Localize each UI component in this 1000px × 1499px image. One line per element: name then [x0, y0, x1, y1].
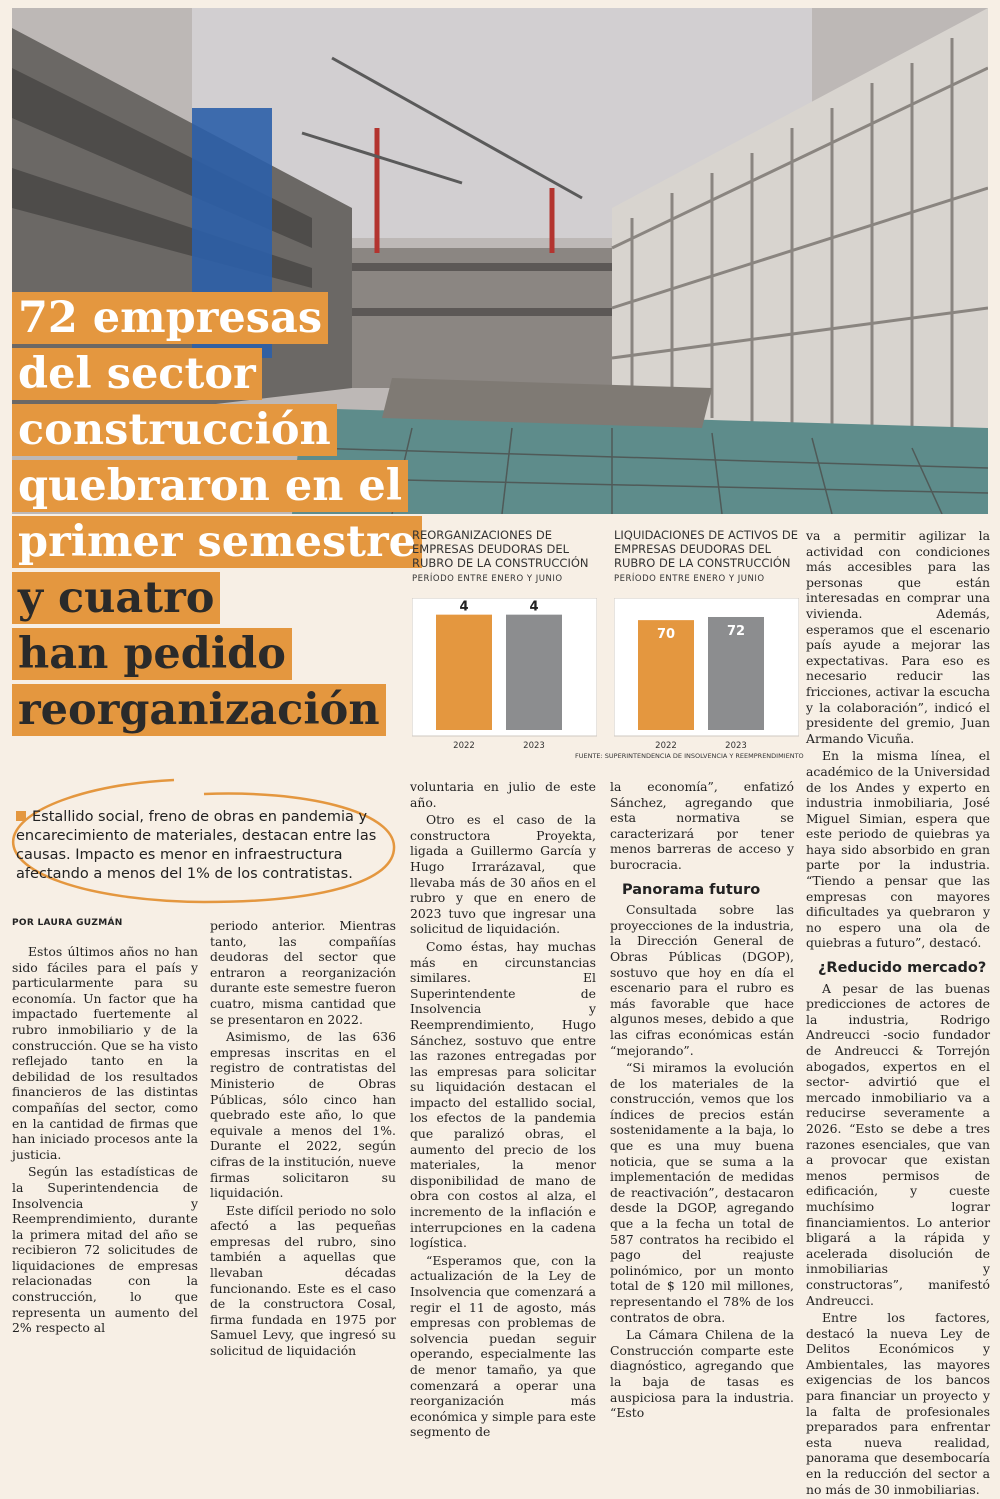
paragraph: voluntaria en julio de este año. — [410, 779, 596, 810]
headline-line: y cuatro — [12, 572, 220, 624]
paragraph: Otro es el caso de la constructora Proyekta, ligada a Guillermo García y Hugo Irrarázaval, que llevaba más de 30 años en el rubro y que en enero de 2023 tuvo que ingresar una solicitud de liquidación. — [410, 812, 596, 937]
paragraph: Como éstas, hay muchas más en circunstancias similares. El Superintendente de Insolvencia y Reemprendimiento, Hugo Sánchez, sostuvo que entre las razones entregadas por las empresas para solicitar su liquidación destacan el impacto del estallido social, los efectos de la pandemia que paralizó obras, el aumento del precio de los materiales, la menor disponibilidad de mano de obra con costos al alza, el incremento de la inflación e interrupciones en la cadena logística. — [410, 938, 596, 1251]
category-label: 2023 — [523, 741, 545, 751]
paragraph: Asimismo, de las 636 empresas inscritas en el registro de contratistas del Ministerio de Obras Públicas, sólo cinco han quebrado este año, lo que equivale a menos del 1%. Durante el 2022, según cifras de la institución, nueve firmas solicitaron su liquidación. — [210, 1029, 396, 1201]
bar-value-label: 4 — [459, 599, 469, 615]
chart-liquidaciones — [614, 528, 799, 753]
column-4 — [610, 779, 794, 1423]
column-1 — [12, 944, 198, 1338]
chart-plot — [412, 598, 597, 753]
headline-line: del sector — [12, 348, 262, 400]
headline-line: 72 empresas — [12, 292, 328, 344]
headline-line: reorganización — [12, 684, 386, 736]
bar-value-label: 72 — [726, 623, 746, 639]
paragraph: “Esperamos que, con la actualización de la Ley de Insolvencia que comenzará a regir el 11 de agosto, más empresas con problemas de solvencia puedan seguir operando, especialmente las de menor tamaño, ya que comenzará a operar una reorganización más económica y simple para este segmento de — [410, 1252, 596, 1440]
paragraph: Estos últimos años no han sido fáciles para el país y particularmente para su economía. Un factor que ha impactado fuertemente al rubro inmobiliario y de la construcción. Que se ha visto reflejado tanto en la debilidad de los resultados financieros de las distintas compañías del sector, como en la cantidad de firmas que han iniciado procesos ante la justicia. — [12, 944, 198, 1162]
column-2 — [210, 918, 396, 1361]
paragraph: Consultada sobre las proyecciones de la industria, la Dirección General de Obras Públicas (DGOP), sostuvo que hoy en día el escenario para el rubro es más favorable que hace algunos meses, debido a que las cifras económicas están “mejorando”. — [610, 902, 794, 1058]
paragraph: Entre los factores, destacó la nueva Ley de Delitos Económicos y Ambientales, las mayores exigencias de los bancos para financiar un proyecto y la falta de profesionales preparados para enfrentar esta nueva realidad, panorama que desembocaría en la reducción del sector a no más de 30 inmobiliarias. — [806, 1310, 990, 1497]
chart-reorganizaciones — [412, 528, 597, 753]
paragraph: va a permitir agilizar la actividad con condiciones más accesibles para las personas que están interesadas en comprar una vivienda. Además, esperamos que el escenario país ayude a mejorar las expectativas. Para eso es necesario reducir las fricciones, activar la escucha y la colaboración”, indicó el presidente del gremio, Juan Armando Vicuña. — [806, 528, 990, 746]
paragraph: la economía”, enfatizó Sánchez, agregando que esta normativa se caracterizará por tener menos barreras de acceso y burocracia. — [610, 779, 794, 872]
section-heading: ¿Reducido mercado? — [818, 960, 987, 977]
bar-2022 — [436, 615, 492, 730]
bar-value-label: 70 — [656, 627, 676, 643]
lede — [16, 808, 384, 884]
category-label: 2023 — [725, 741, 747, 751]
headline-line: han pedido — [12, 628, 292, 680]
headline-line: quebraron en el — [12, 460, 408, 512]
chart-subtitle: PERÍODO ENTRE ENERO Y JUNIO — [614, 574, 765, 584]
chart-plot — [614, 598, 799, 753]
category-label: 2022 — [655, 741, 677, 751]
section-heading: Panorama futuro — [622, 881, 761, 898]
chart-title: REORGANIZACIONES DE EMPRESAS DEUDORAS DEL RUBRO DE LA CONSTRUCCIÓN — [412, 528, 589, 570]
headline-line: primer semestre — [12, 516, 422, 568]
chart-source: FUENTE: SUPERINTENDENCIA DE INSOLVENCIA Y REEMPRENDIMIENTO — [575, 752, 804, 760]
byline: POR LAURA GUZMÁN — [12, 918, 123, 928]
column-5 — [806, 528, 990, 1499]
category-label: 2022 — [453, 741, 475, 751]
paragraph: Este difícil periodo no solo afectó a las pequeñas empresas del rubro, sino también a aquellas que llevaban décadas funcionando. Este es el caso de la constructora Cosal, firma fundada en 1975 por Samuel Levy, que ingresó su solicitud de liquidación — [210, 1202, 396, 1359]
chart-title: LIQUIDACIONES DE ACTIVOS DE EMPRESAS DEUDORAS DEL RUBRO DE LA CONSTRUCCIÓN — [614, 528, 798, 570]
lede-text: Estallido social, freno de obras en pandemia y encarecimiento de materiales, destacan entre las causas. Impacto es menor en infraestructura afectando a menos del 1% de los contratistas. — [16, 809, 377, 882]
headline — [12, 292, 417, 740]
bar-2023 — [506, 615, 562, 730]
paragraph: En la misma línea, el académico de la Universidad de los Andes y experto en industria inmobiliaria, José Miguel Simian, espera que este periodo de quiebras ya haya sido absorbido en gran parte por la industria. “Tiendo a pensar que las empresas con mayores dificultades ya quebraron y no espero una ola de quiebras a futuro”, destacó. — [806, 748, 990, 951]
paragraph: periodo anterior. Mientras tanto, las compañías deudoras del sector que entraron a reorganización durante este semestre fueron cuatro, misma cantidad que se presentaron en 2022. — [210, 918, 396, 1027]
headline-line: construcción — [12, 404, 337, 456]
bar-value-label: 4 — [529, 599, 539, 615]
column-3 — [410, 779, 596, 1442]
paragraph: A pesar de las buenas predicciones de actores de la industria, Rodrigo Andreucci -socio fundador de Andreucci & Torrejón abogados, expertos en el sector- advirtió que el mercado inmobiliario va a reducirse severamente a 2026. “Esto se debe a tres razones esenciales, que van a provocar que existan menos permisos de edificación, y cueste muchísimo lograr financiamientos. Lo anterior bligará a la rápida y acelerada disolución de inmobiliarias y constructoras”, manifestó Andreucci. — [806, 980, 990, 1308]
paragraph: Según las estadísticas de la Superintendencia de Insolvencia y Reemprendimiento, durante la primera mitad del año se recibieron 72 solicitudes de liquidaciones de empresas relacionadas con la construcción, lo que representa un aumento del 2% respecto al — [12, 1164, 198, 1336]
paragraph: “Si miramos la evolución de los materiales de la construcción, vemos que los índices de precios están sostenidamente a la baja, lo que es una muy buena noticia, que se suma a la implementación de medidas de reactivación”, destacaron desde la DGOP, agregando que a la fecha un total de 587 contratos ha recibido el pago del reajuste polinómico, por un monto total de $ 120 mil millones, representando el 78% de los contratos de obra. — [610, 1060, 794, 1325]
bullet-square-icon — [16, 811, 26, 821]
paragraph: La Cámara Chilena de la Construcción comparte este diagnóstico, agregando que la baja de tasas es auspiciosa para la industria. “Esto — [610, 1327, 794, 1421]
chart-subtitle: PERÍODO ENTRE ENERO Y JUNIO — [412, 574, 563, 584]
